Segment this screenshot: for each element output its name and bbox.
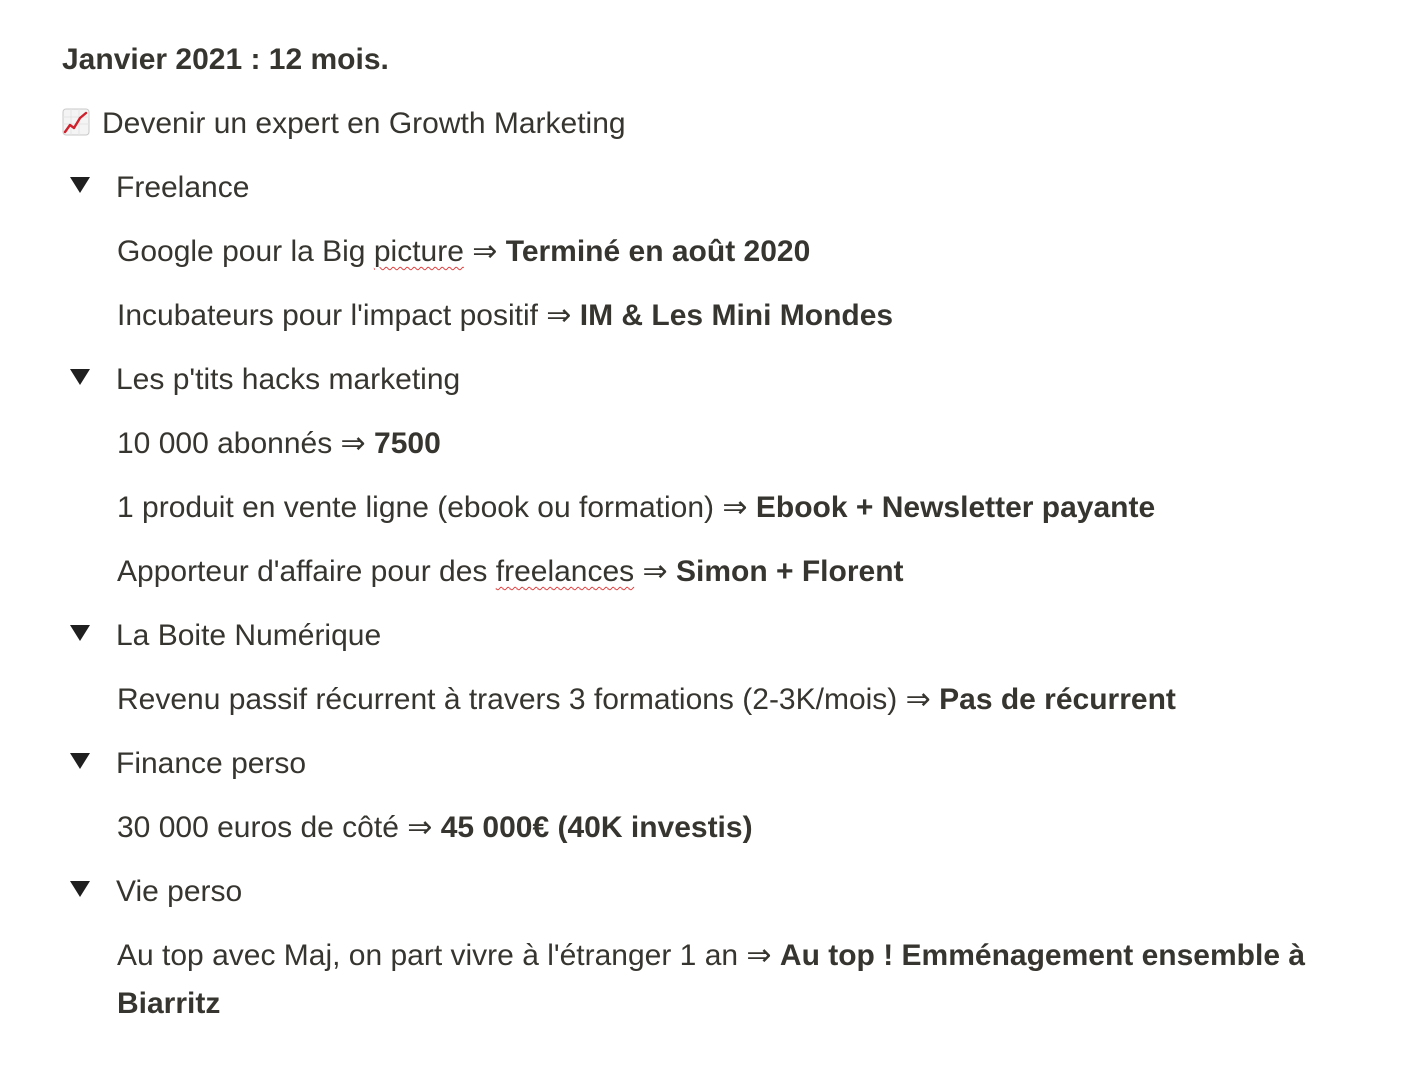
arrow-symbol: ⇒ (340, 427, 366, 460)
toggle-arrow-icon[interactable] (70, 881, 90, 897)
page-heading: Janvier 2021 : 12 mois. (62, 43, 389, 76)
toggle-label: Finance perso (116, 747, 307, 780)
spellcheck-word: freelances (495, 555, 635, 588)
toggle-freelance[interactable] (70, 164, 249, 212)
goal-text: Devenir un expert en Growth Marketing (102, 107, 626, 140)
toggle-hacks-marketing[interactable] (70, 356, 460, 404)
toggle-label: Vie perso (116, 875, 243, 908)
item-text: Apporteur d'affaire pour des (117, 555, 496, 588)
item-result: Au top ! Emménagement ensemble à Biarritz (117, 939, 1306, 1020)
item-result: 45 000€ (40K investis) (440, 811, 753, 844)
arrow-symbol: ⇒ (642, 555, 668, 588)
item-text: 30 000 euros de côté (117, 811, 399, 844)
goal-line[interactable] (62, 100, 626, 148)
arrow-symbol: ⇒ (407, 811, 433, 844)
toggle-arrow-icon[interactable] (70, 369, 90, 385)
arrow-symbol: ⇒ (546, 299, 572, 332)
toggle-finance-perso[interactable] (70, 740, 306, 788)
toggle-label: La Boite Numérique (116, 619, 382, 652)
list-item[interactable] (117, 804, 753, 852)
item-text: Revenu passif récurrent à travers 3 formations (2-3K/mois) (117, 683, 898, 716)
item-result: IM & Les Mini Mondes (579, 299, 894, 332)
list-item[interactable] (117, 932, 1387, 1028)
item-result: 7500 (374, 427, 441, 460)
arrow-symbol: ⇒ (722, 491, 748, 524)
item-result: Pas de récurrent (939, 683, 1176, 716)
item-text: Google pour la Big (117, 235, 374, 268)
toggle-vie-perso[interactable] (70, 868, 242, 916)
list-item[interactable] (117, 548, 904, 596)
item-text: Incubateurs pour l'impact positif (117, 299, 538, 332)
arrow-symbol: ⇒ (746, 939, 772, 972)
list-item[interactable] (117, 676, 1176, 724)
item-result: Terminé en août 2020 (505, 235, 811, 268)
list-item[interactable] (117, 420, 441, 468)
item-result: Simon + Florent (676, 555, 904, 588)
toggle-boite-numerique[interactable] (70, 612, 381, 660)
arrow-symbol: ⇒ (905, 683, 931, 716)
item-result: Ebook + Newsletter payante (755, 491, 1156, 524)
item-text: 1 produit en vente ligne (ebook ou formation) (117, 491, 715, 524)
item-text: Au top avec Maj, on part vivre à l'étranger 1 an (117, 939, 739, 972)
toggle-arrow-icon[interactable] (70, 753, 90, 769)
list-item[interactable] (117, 484, 1155, 532)
toggle-label: Freelance (116, 171, 250, 204)
list-item[interactable] (117, 228, 810, 276)
spellcheck-word: picture (373, 235, 464, 268)
toggle-arrow-icon[interactable] (70, 177, 90, 193)
toggle-label: Les p'tits hacks marketing (116, 363, 461, 396)
toggle-arrow-icon[interactable] (70, 625, 90, 641)
arrow-symbol: ⇒ (472, 235, 498, 268)
list-item[interactable] (117, 292, 893, 340)
chart-increasing-icon (62, 108, 90, 136)
item-text: 10 000 abonnés (117, 427, 333, 460)
